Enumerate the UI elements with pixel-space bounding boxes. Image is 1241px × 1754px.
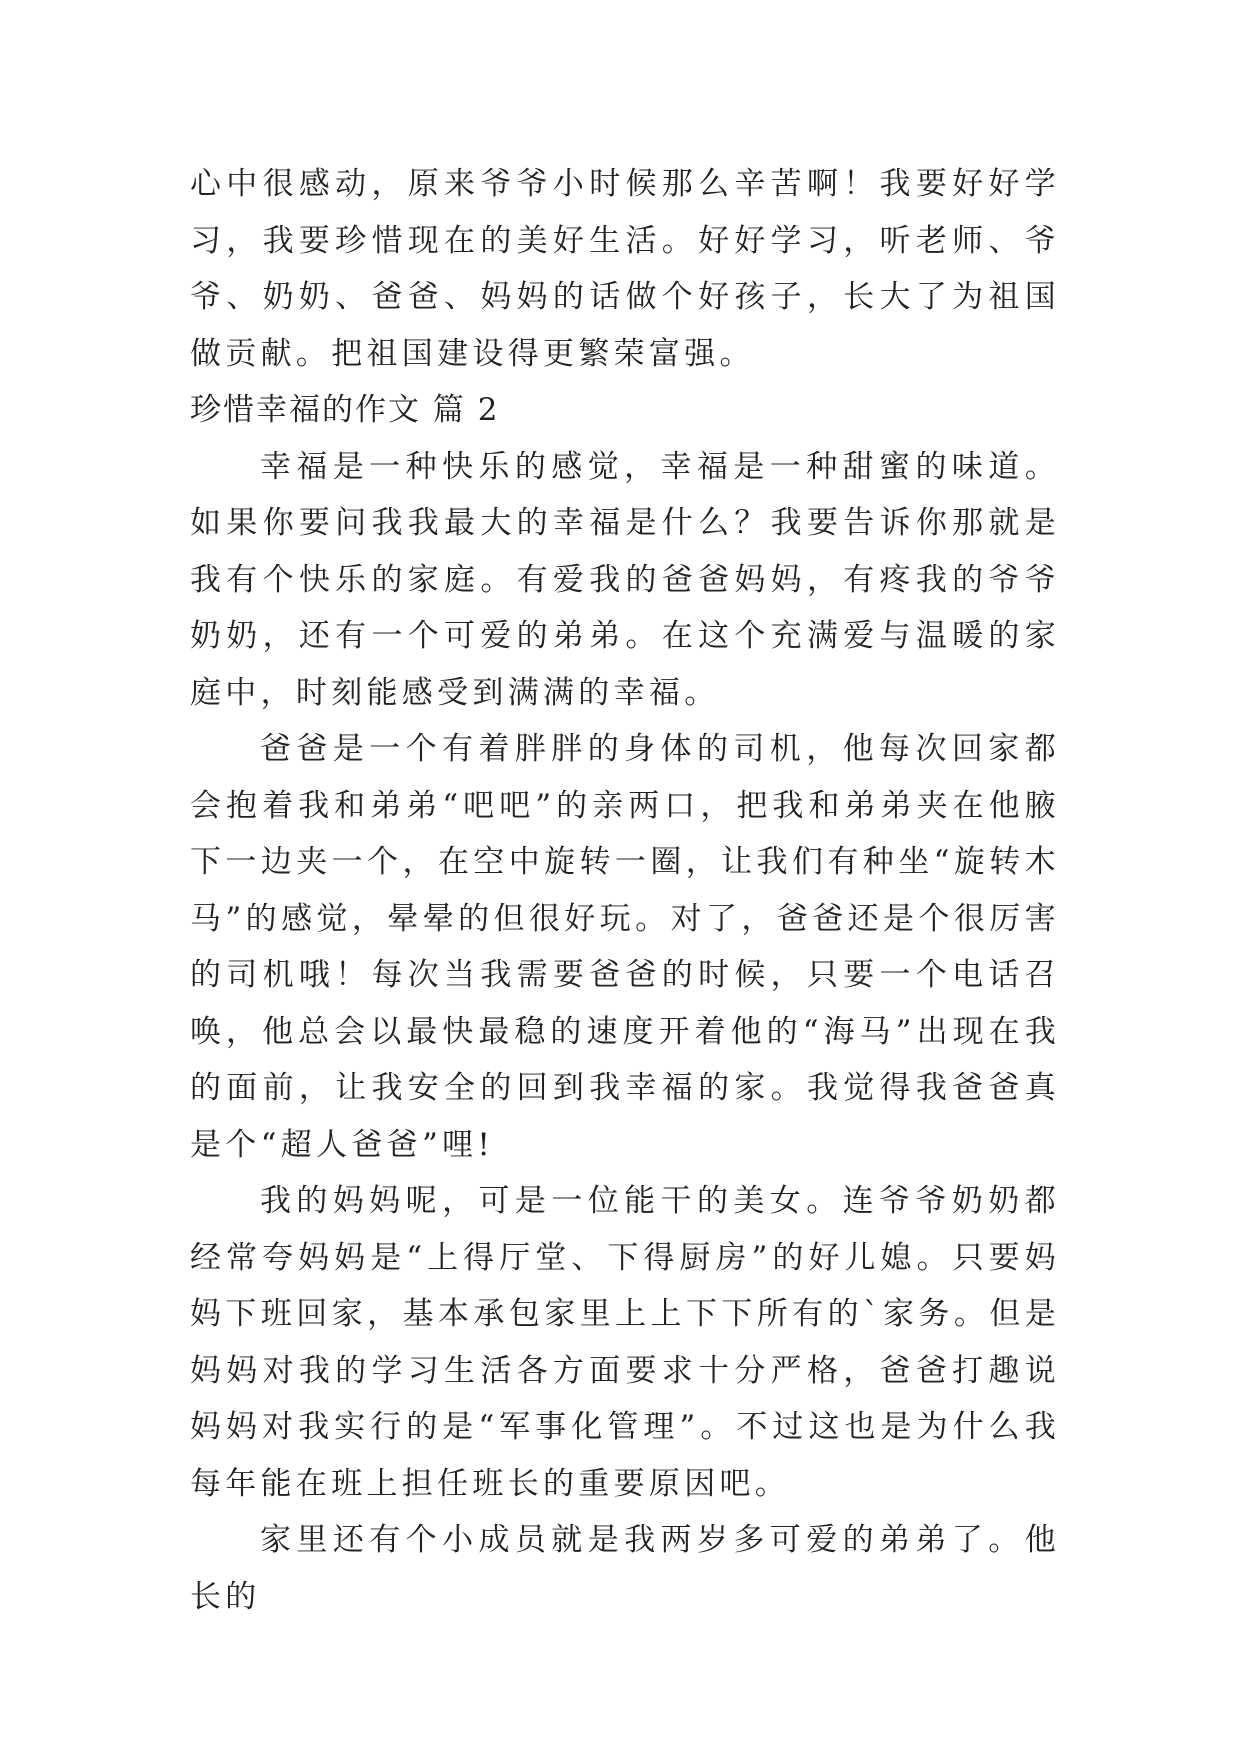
- body-paragraph-2: 爸爸是一个有着胖胖的身体的司机，他每次回家都会抱着我和弟弟“吧吧”的亲两口，把我和弟弟夹在他腋下一边夹一个，在空中旋转一圈，让我们有种坐“旋转木马”的感觉，晕晕的但很好玩。对了，爸爸还是个很厉害的司机哦！每次当我需要爸爸的时候，只要一个电话召唤，他总会以最快最稳的速度开着他的“海马”出现在我的面前，让我安全的回到我幸福的家。我觉得我爸爸真是个“超人爸爸”哩!: [190, 731, 1060, 1163]
- body-paragraph-1: 幸福是一种快乐的感觉，幸福是一种甜蜜的味道。如果你要问我我最大的幸福是什么？我要告诉你那就是我有个快乐的家庭。有爱我的爸爸妈妈，有疼我的爷爷奶奶，还有一个可爱的弟弟。在这个充满爱与温暖的家庭中，时刻能感受到满满的幸福。: [190, 448, 1060, 711]
- section-heading: 珍惜幸福的作文 篇 2: [190, 392, 500, 428]
- body-paragraph-4: 家里还有个小成员就是我两岁多可爱的弟弟了。他长的: [190, 1522, 1060, 1615]
- continuation-paragraph: 心中很感动，原来爷爷小时候那么辛苦啊！我要好好学习，我要珍惜现在的美好生活。好好学习，听老师、爷爷、奶奶、爸爸、妈妈的话做个好孩子，长大了为祖国做贡献。把祖国建设得更繁荣富强。: [190, 166, 1060, 372]
- body-paragraph-3: 我的妈妈呢，可是一位能干的美女。连爷爷奶奶都经常夸妈妈是“上得厅堂、下得厨房”的好儿媳。只要妈妈下班回家，基本承包家里上上下下所有的`家务。但是妈妈对我的学习生活各方面要求十分严格，爸爸打趣说妈妈对我实行的是“军事化管理”。不过这也是为什么我每年能在班上担任班长的重要原因吧。: [190, 1183, 1060, 1502]
- document-page: [190, 156, 1060, 1625]
